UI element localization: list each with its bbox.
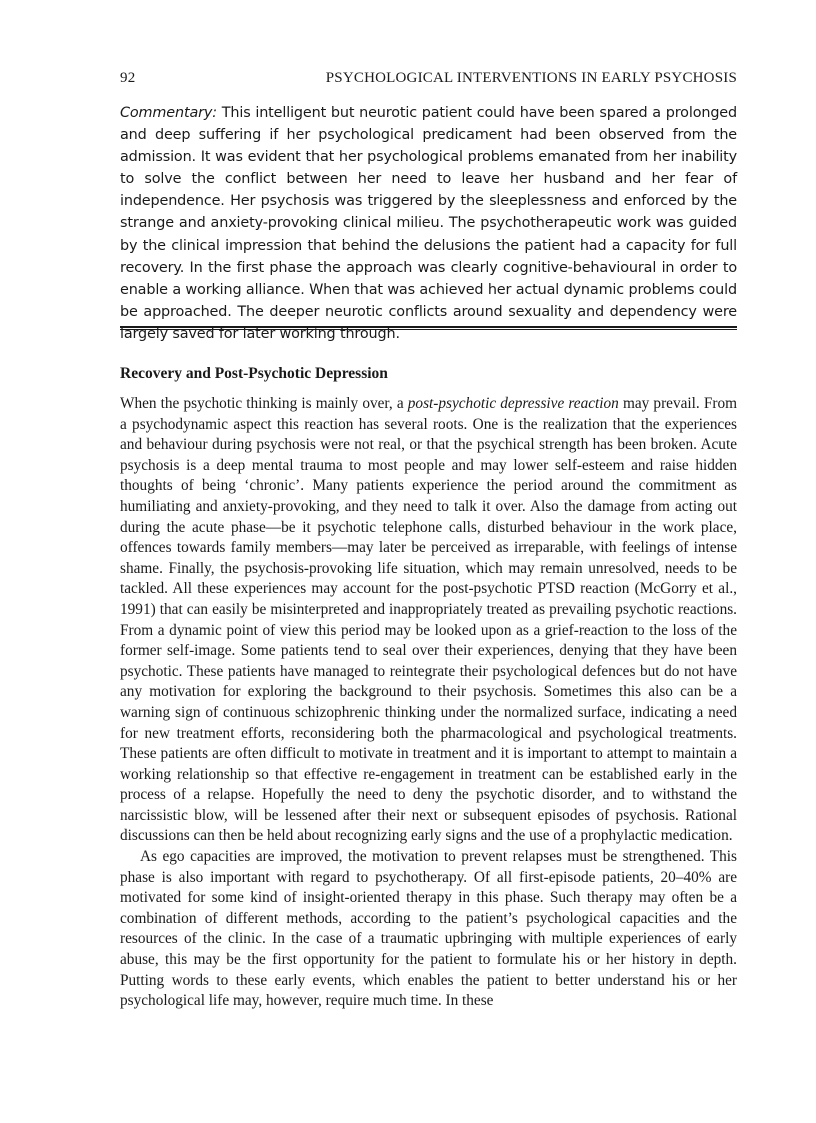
commentary-divider	[120, 326, 737, 330]
commentary-text: This intelligent but neurotic patient could have been spared a prolonged and deep suffering if her psychological predicament had been observed from the admission. It was evident that her psychological problems emanated from her inability to solve the conflict between her need to leave her husband and her fear of independence. Her psychosis was triggered by the sleeplessness and enforced by the strange and anxiety-provoking clinical milieu. The psychotherapeutic work was guided by the clinical impression that behind the delusions the patient had a capacity for full recovery. In the first phase the approach was clearly cognitive-behavioural in order to enable a working alliance. When that was achieved her actual dynamic problems could be approached. The deeper neurotic conflicts around sexuality and dependency were largely saved for later working through.	[120, 105, 737, 342]
running-head	[120, 70, 737, 90]
commentary-label: Commentary:	[120, 105, 217, 121]
commentary-box	[120, 102, 737, 345]
paragraph-1	[120, 394, 737, 847]
section-body	[120, 394, 737, 1012]
paragraph-1-start: When the psychotic thinking is mainly over, a	[120, 395, 408, 412]
paragraph-1-rest: may prevail. From a psychodynamic aspect this reaction has several roots. One is the realization that the experiences and behaviour during psychosis were not real, or that the psychical strength has been broken. Acute psychosis is a deep mental trauma to most people and may lower self-esteem and raise hidden thoughts of being ‘chronic’. Many patients experience the period around the commitment as humiliating and anxiety-provoking, and they need to talk it over. Also the damage from acting out during the acute phase—be it psychotic telephone calls, disturbed behaviour in the work place, offences towards family members—may later be perceived as irreparable, with feelings of intense shame. Finally, the psychosis-provoking life situation, which may remain unresolved, needs to be tackled. All these experiences may account for the post-psychotic PTSD reaction (McGorry et al., 1991) that can easily be misinterpreted and inappropriately treated as prevailing psychotic reactions. From a dynamic point of view this period may be looked upon as a grief-reaction to the loss of the former self-image. Some patients tend to seal over their experiences, denying that they have been psychotic. These patients have managed to reintegrate their psychological defences but do not have any motivation for exploring the background to their psychosis. Sometimes this also can be a warning sign of continuous schizophrenic thinking under the normalized surface, indicating a need for new treatment efforts, reconsidering both the pharmacological and psychological treatments. These patients are often difficult to motivate in treatment and it is important to attempt to maintain a working relationship so that effective re-engagement in treatment can be established early in the process of a relapse. Hopefully the need to deny the psychotic disorder, and to withstand the narcissistic blow, will be lessened after their next or subsequent episodes of psychosis. Rational discussions can then be held about recognizing early signs and the use of a prophylactic medication.	[120, 395, 737, 845]
paragraph-2: As ego capacities are improved, the motivation to prevent relapses must be strengthened. This phase is also important with regard to psychotherapy. Of all first-episode patients, 20–40% are motivated for some kind of insight-oriented therapy in this phase. Such therapy may often be a combination of different methods, according to the patient’s psychological capacities and the resources of the clinic. In the case of a traumatic upbringing with multiple experiences of early abuse, this may be the first opportunity for the patient to formulate his or her history in depth. Putting words to these early events, which enables the patient to better understand his or her psychological life may, however, require much time. In these	[120, 848, 737, 1010]
paragraph-1-emphasis: post-psychotic depressive reaction	[407, 395, 619, 412]
section-heading: Recovery and Post-Psychotic Depression	[120, 365, 388, 382]
page-number: 92	[120, 70, 136, 86]
running-title: PSYCHOLOGICAL INTERVENTIONS IN EARLY PSYCHOSIS	[325, 70, 737, 86]
